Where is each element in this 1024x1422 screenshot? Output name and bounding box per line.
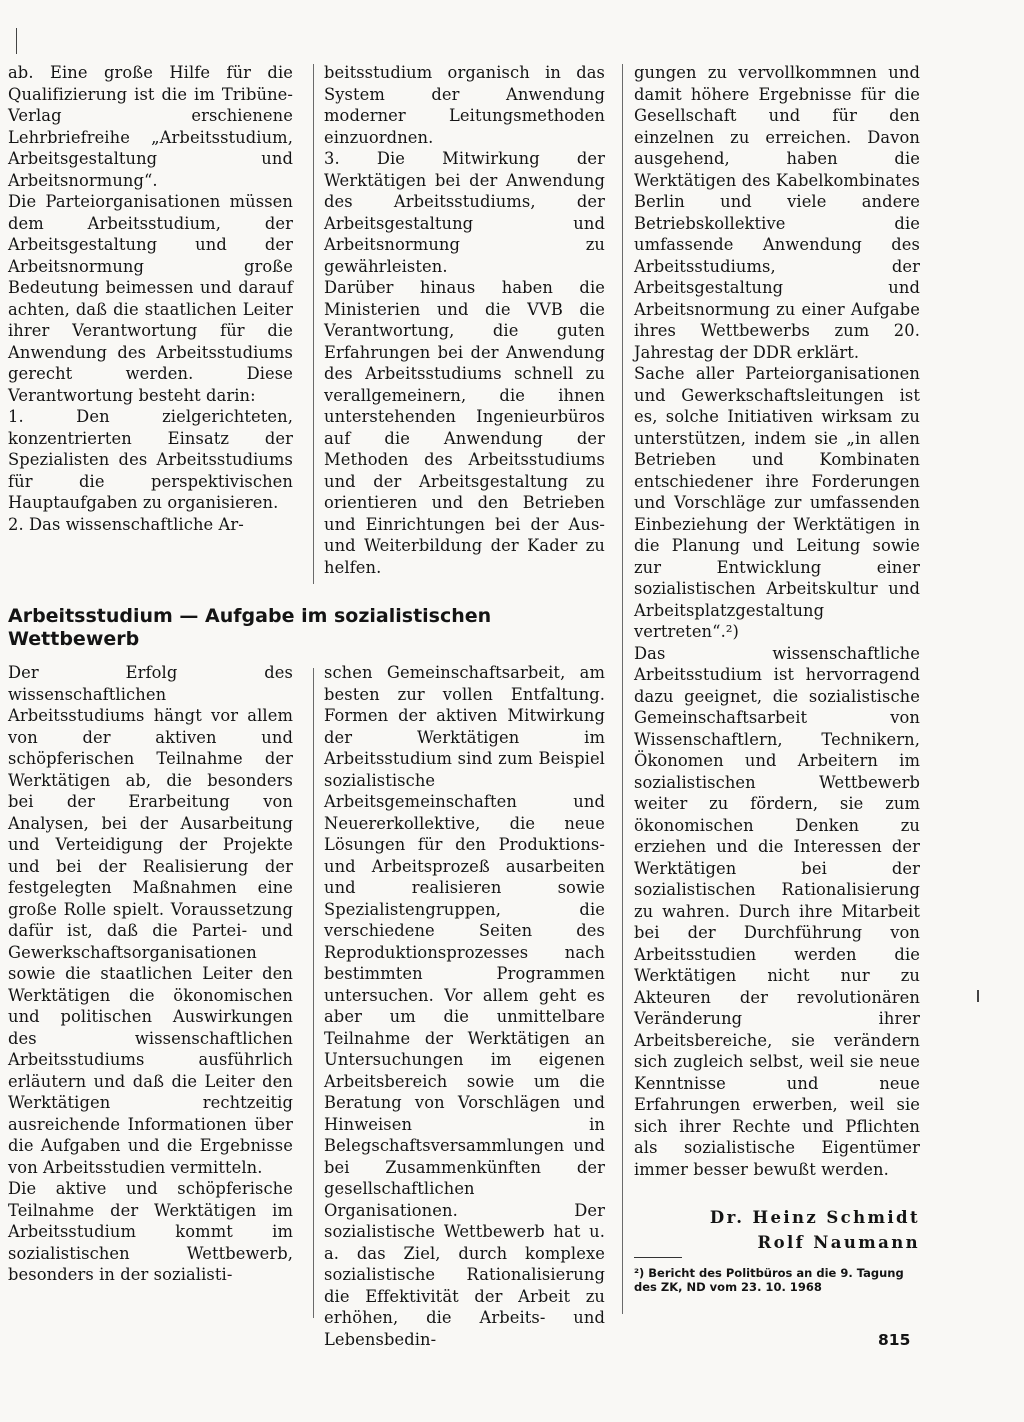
paragraph: Das wissenschaftliche Arbeitsstudium ist hervorragend dazu geeignet, die sozialistische Gemeinschaftsarbeit von Wissenschaftlern, Technikern, Ökonomen und Arbeitern im sozialistischen Wettbewerb weiter zu fördern, sie zum ökonomischen Denken zu erziehen und die Interessen der Werktätigen bei der sozialistischen Rationalisierung zu wahren. Durch ihre Mitarbeit bei der Durchführung von Arbeitsstudien werden die Werktätigen nicht nur zu Akteuren der revolutionären Veränderung ihrer Arbeitsbereiche, sie verändern sich zugleich selbst, weil sie neue Kenntnisse und neue Erfahrungen erwerben, weil sie sich ihrer Rechte und Pflichten als sozialistische Eigentümer immer besser bewußt werden. [634, 643, 920, 1179]
paragraph: Die aktive und schöpferische Teilnahme der Werktätigen im Arbeitsstudium kommt im sozialistischen Wettbewerb, besonders in der sozialisti- [8, 1179, 293, 1284]
paragraph: gungen zu vervollkommnen und damit höhere Ergebnisse für die Gesellschaft und für den einzelnen zu erreichen. Davon ausgehend, haben die Werktätigen des Kabelkombinates Berlin und viele andere Betriebskollektive die umfassende Anwendung des Arbeitsstudiums, der Arbeitsgestaltung und Arbeitsnormung zu einer Aufgabe ihres Wettbewerbs zum 20. Jahrestag der DDR erklärt. [634, 63, 920, 362]
scan-mark [16, 28, 17, 54]
footnote-rule [634, 1257, 682, 1258]
right-column [634, 62, 920, 1180]
column-rule [622, 64, 623, 1314]
column-rule [313, 64, 314, 584]
paragraph: Der Erfolg des wissenschaftlichen Arbeitsstudiums hängt vor allem von der aktiven und schöpferischen Teilnahme der Werktätigen ab, die besonders bei der Erarbeitung von Analysen, bei der Ausarbeitung und Verteidigung der Projekte und bei der Realisierung der festgelegten Maßnahmen eine große Rolle spielt. Voraussetzung dafür ist, daß die Partei- und Gewerkschaftsorganisationen sowie die staatlichen Leiter den Werktätigen die ökonomischen und politischen Auswirkungen des wissenschaftlichen Arbeitsstudiums ausführlich erläutern und daß die Leiter den Werktätigen rechtzeitig ausreichende Informationen über die Aufgaben und die Ergebnisse von Arbeitsstudien vermitteln. [8, 663, 293, 1177]
bottom-left-column [8, 662, 293, 1286]
author-name: Rolf Naumann [757, 1233, 920, 1252]
column-rule [313, 668, 314, 1318]
paragraph: Darüber hinaus haben die Ministerien und die VVB die Verantwortung, die guten Erfahrungen bei der Anwendung des Arbeitsstudiums schnell zu verallgemeinern, die ihnen unterstehenden Ingenieurbüros auf die Anwendung der Methoden des Arbeitsstudiums und der Arbeitsgestaltung zu orientieren und den Betrieben und Einrichtungen bei der Aus- und Weiterbildung der Kader zu helfen. [324, 278, 605, 577]
paragraph: 1. Den zielgerichteten, konzentrierten Einsatz der Spezialisten des Arbeitsstudiums für die perspektivischen Hauptaufgaben zu organisieren. [8, 407, 293, 512]
paragraph: schen Gemeinschaftsarbeit, am besten zur vollen Entfaltung. Formen der aktiven Mitwirkung der Werktätigen im Arbeitsstudium sind zum Beispiel sozialistische Arbeitsgemeinschaften und Neuererkollektive, die neue Lösungen für den Produktions- und Arbeitsprozeß ausarbeiten und realisieren sowie Spezialistengruppen, die verschiedene Seiten des Reproduktionsprozesses nach bestimmten Programmen untersuchen. Vor allem geht es aber um die unmittelbare Teilnahme der Werktätigen an Untersuchungen im eigenen Arbeitsbereich sowie um die Beratung von Vorschlägen und Hinweisen in Belegschaftsversammlungen und bei Zusammenkünften der gesellschaftlichen Organisationen. Der sozialistische Wettbewerb hat u. a. das Ziel, durch komplexe sozialistische Rationalisierung die Effektivität der Arbeit zu erhöhen, die Arbeits- und Lebensbedin- [324, 663, 605, 1349]
top-middle-column [324, 62, 605, 578]
paragraph: 2. Das wissenschaftliche Ar- [8, 514, 244, 534]
footnote: ²) Bericht des Politbüros an die 9. Tagung des ZK, ND vom 23. 10. 1968 [634, 1266, 904, 1294]
paragraph: 3. Die Mitwirkung der Werktätigen bei der Anwendung des Arbeitsstudiums, der Arbeitsgestaltung und Arbeitsnormung zu gewährleisten. [324, 149, 605, 276]
paragraph: Die Parteiorganisationen müssen dem Arbeitsstudium, der Arbeitsgestaltung und der Arbeitsnormung große Bedeutung beimessen und darauf achten, daß die staatlichen Leiter ihrer Verantwortung für die Anwendung des Arbeitsstudiums gerecht werden. Diese Verantwortung besteht darin: [8, 192, 293, 405]
scan-mark [977, 990, 979, 1002]
bottom-middle-column [324, 662, 605, 1350]
top-left-column [8, 62, 293, 535]
paragraph: beitsstudium organisch in das System der Anwendung moderner Leitungsmethoden einzuordnen. [324, 63, 605, 147]
author-name: Dr. Heinz Schmidt [709, 1208, 920, 1227]
page-number: 815 [878, 1331, 911, 1349]
paragraph: Sache aller Parteiorganisationen und Gewerkschaftsleitungen ist es, solche Initiativen wirksam zu unterstützen, indem sie „in allen Betrieben und Kombinaten entschiedener ihre Forderungen und Vorschläge zur umfassenden Einbeziehung der Werktätigen in die Planung und Leitung sowie zur Entwicklung einer sozialistischen Arbeitskultur und Arbeitsplatzgestaltung vertreten“.²) [634, 364, 920, 641]
paragraph: ab. Eine große Hilfe für die Qualifizierung ist die im Tribüne-Verlag erschienene Lehrbriefreihe „Arbeitsstudium, Arbeitsgestaltung und Arbeitsnormung“. [8, 63, 293, 190]
section-heading: Arbeitsstudium — Aufgabe im sozialistischen Wettbewerb [8, 605, 492, 650]
